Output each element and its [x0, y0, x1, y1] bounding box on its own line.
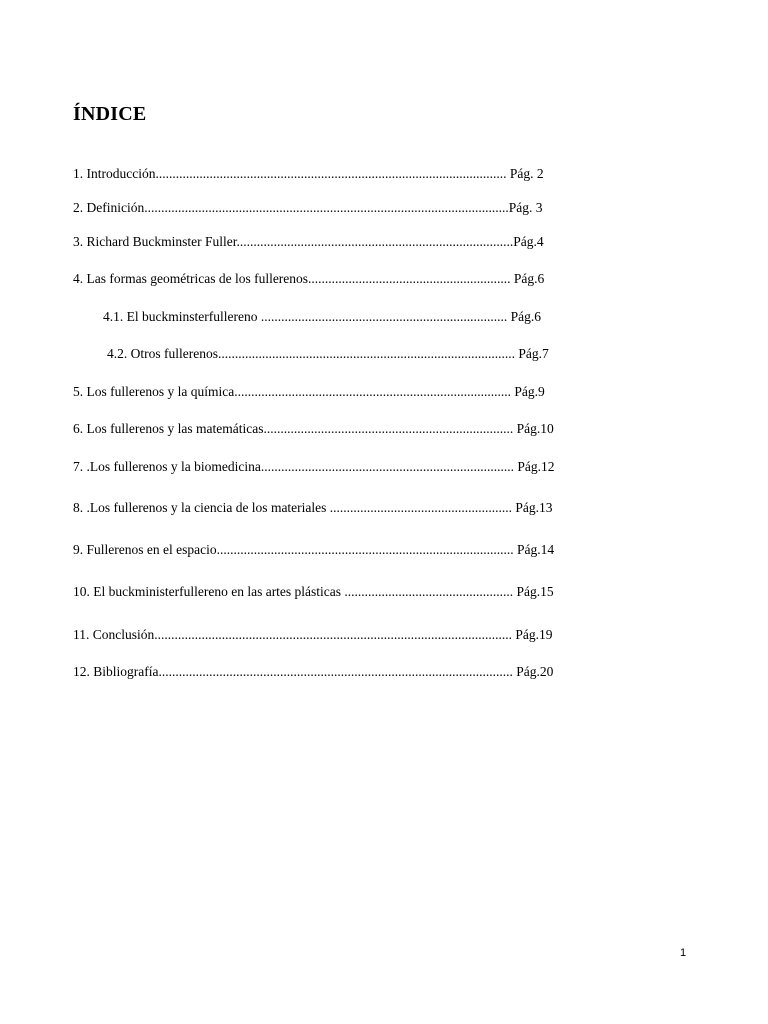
toc-entry-buckminsterfullereno: 4.1. El buckminsterfullereno ......................................................................... Pág.6 — [103, 309, 541, 324]
toc-entry-otros-fullerenos: 4.2. Otros fullerenos........................................................................................ Pág.7 — [107, 346, 549, 361]
page-number: 1 — [680, 947, 687, 959]
toc-entry-introduccion: 1. Introducción........................................................................................................ Pág. 2 — [73, 166, 544, 181]
toc-entry-buckminster-fuller: 3. Richard Buckminster Fuller..................................................................................Pág.4 — [73, 234, 544, 249]
toc-entry-quimica: 5. Los fullerenos y la química.................................................................................. Pág.9 — [73, 384, 545, 399]
toc-entry-bibliografia: 12. Bibliografía......................................................................................................... Pág.20 — [73, 664, 554, 679]
index-title: ÍNDICE — [73, 103, 147, 125]
toc-entry-biomedicina: 7. .Los fullerenos y la biomedicina........................................................................... Pág.12 — [73, 459, 555, 474]
toc-entry-conclusion: 11. Conclusión.......................................................................................................... Pág.19 — [73, 627, 553, 642]
toc-entry-definicion: 2. Definición............................................................................................................Pág. 3 — [73, 200, 543, 215]
toc-entry-formas-geometricas: 4. Las formas geométricas de los fullerenos............................................................ Pág.6 — [73, 271, 545, 286]
toc-entry-artes-plasticas: 10. El buckministerfullereno en las artes plásticas .................................................. Pág.15 — [73, 584, 554, 599]
toc-entry-espacio: 9. Fullerenos en el espacio........................................................................................ Pág.14 — [73, 542, 555, 557]
toc-entry-ciencia-materiales: 8. .Los fullerenos y la ciencia de los materiales ...................................................... Pág.13 — [73, 500, 553, 515]
toc-entry-matematicas: 6. Los fullerenos y las matemáticas.......................................................................... Pág.10 — [73, 421, 554, 436]
